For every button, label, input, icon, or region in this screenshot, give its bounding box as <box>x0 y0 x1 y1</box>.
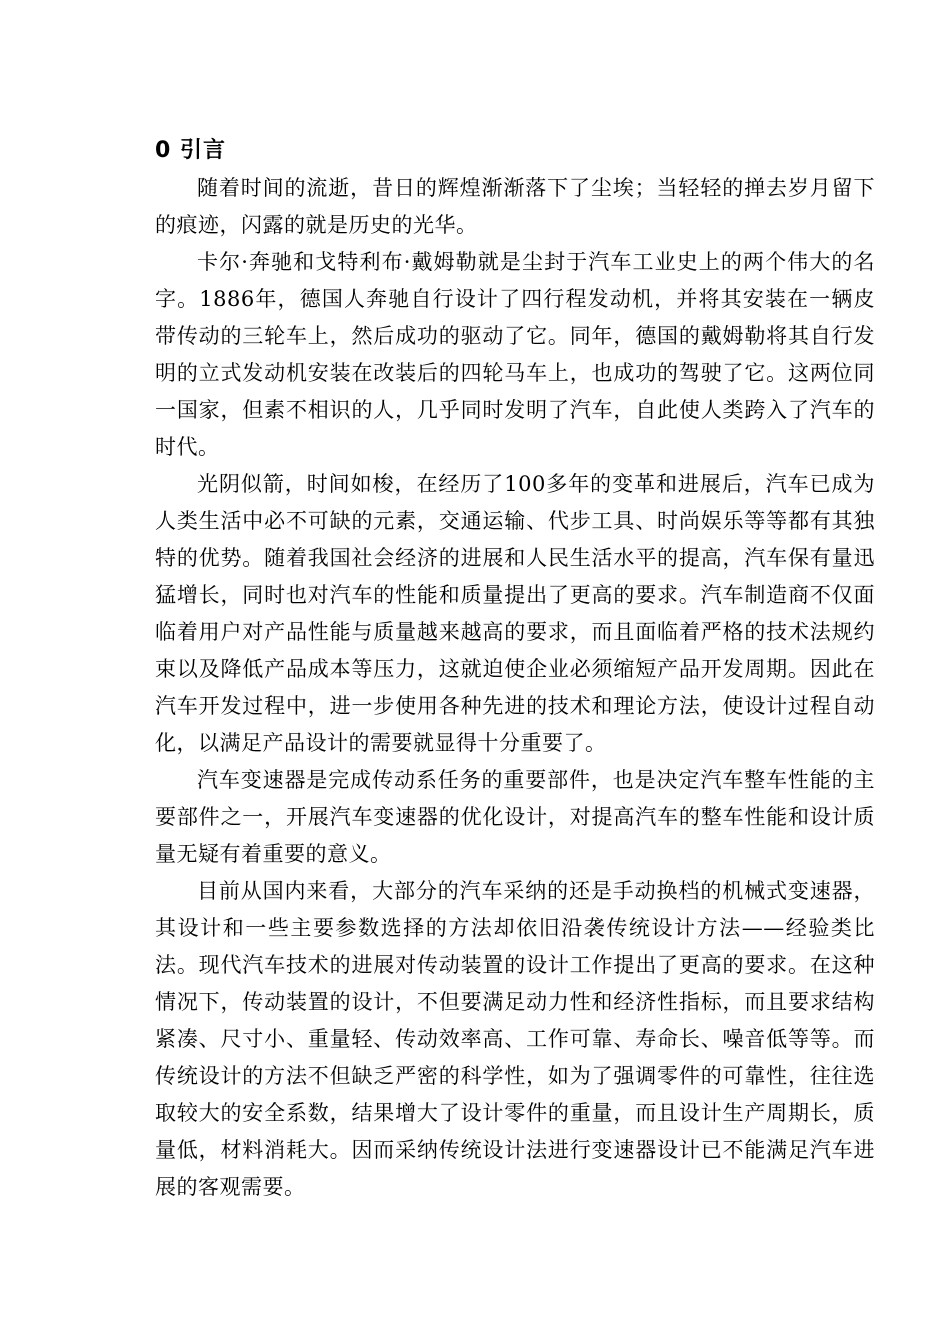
paragraph-1: 随着时间的流逝，昔日的辉煌渐渐落下了尘埃；当轻轻的掸去岁月留下的痕迹，闪露的就是历史的光华。 <box>155 176 875 237</box>
document-body <box>155 132 875 1206</box>
paragraph-4: 汽车变速器是完成传动系任务的重要部件，也是决定汽车整车性能的主要部件之一，开展汽车变速器的优化设计，对提高汽车的整车性能和设计质量无疑有着重要的意义。 <box>155 768 875 866</box>
paragraph-2: 卡尔·奔驰和戈特利布·戴姆勒就是尘封于汽车工业史上的两个伟大的名字。1886年，德国人奔驰自行设计了四行程发动机，并将其安装在一辆皮带传动的三轮车上，然后成功的驱动了它。同年，德国的戴姆勒将其自行发明的立式发动机安装在改装后的四轮马车上，也成功的驾驶了它。这两位同一国家，但素不相识的人，几乎同时发明了汽车，自此使人类跨入了汽车的时代。 <box>155 250 875 459</box>
paragraph-5: 目前从国内来看，大部分的汽车采纳的还是手动换档的机械式变速器，其设计和一些主要参数选择的方法却依旧沿袭传统设计方法——经验类比法。现代汽车技术的进展对传动装置的设计工作提出了更高的要求。在这种情况下，传动装置的设计，不但要满足动力性和经济性指标，而且要求结构紧凑、尺寸小、重量轻、传动效率高、工作可靠、寿命长、噪音低等等。而传统设计的方法不但缺乏严密的科学性，如为了强调零件的可靠性，往往选取较大的安全系数，结果增大了设计零件的重量，而且设计生产周期长，质量低，材料消耗大。因而采纳传统设计法进行变速器设计已不能满足汽车进展的客观需要。 <box>155 879 875 1199</box>
paragraph-3: 光阴似箭，时间如梭，在经历了100多年的变革和进展后，汽车已成为人类生活中必不可缺的元素，交通运输、代步工具、时尚娱乐等等都有其独特的优势。随着我国社会经济的进展和人民生活水平的提高，汽车保有量迅猛增长，同时也对汽车的性能和质量提出了更高的要求。汽车制造商不仅面临着用户对产品性能与质量越来越高的要求，而且面临着严格的技术法规约束以及降低产品成本等压力，这就迫使企业必须缩短产品开发周期。因此在汽车开发过程中，进一步使用各种先进的技术和理论方法，使设计过程自动化，以满足产品设计的需要就显得十分重要了。 <box>155 472 875 755</box>
section-heading: 0 引言 <box>155 138 226 163</box>
